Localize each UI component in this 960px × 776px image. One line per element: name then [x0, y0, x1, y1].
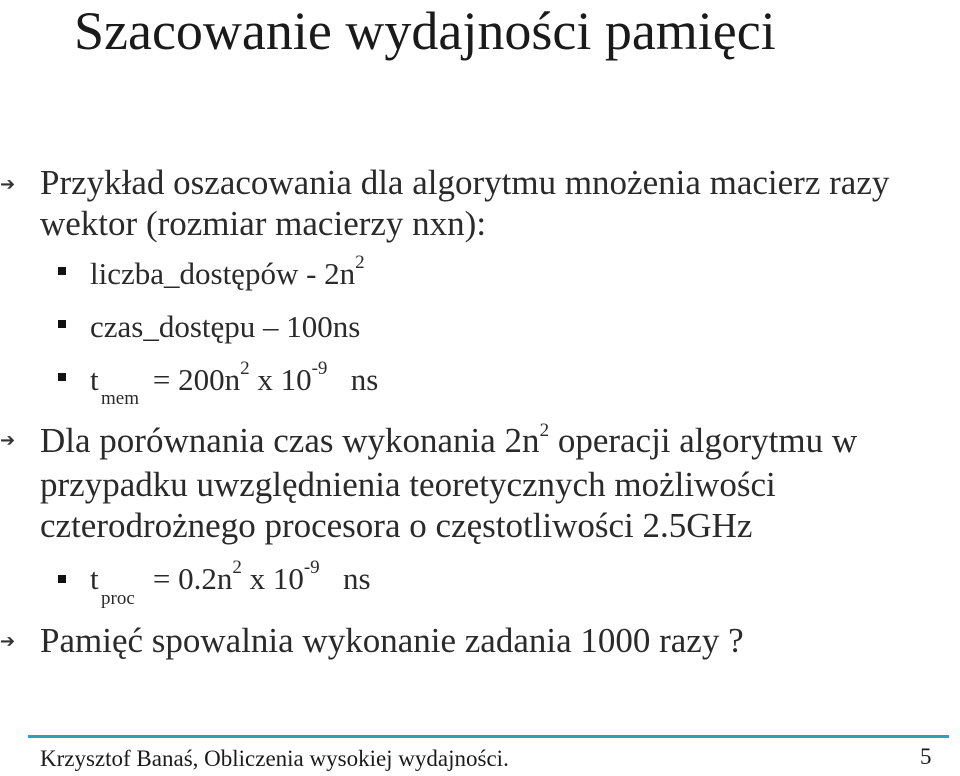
- footer-divider: [28, 735, 949, 738]
- subscript-proc: proc: [101, 588, 135, 609]
- square-bullet-icon: [58, 575, 66, 583]
- superscript: 2: [240, 358, 250, 379]
- bullet-2-text-b: operacji algorytmu w: [549, 421, 858, 460]
- formula-mid: x 10: [249, 362, 312, 397]
- t-symbol: t: [90, 561, 99, 596]
- superscript: 2: [355, 252, 365, 273]
- superscript: -9: [311, 358, 328, 379]
- page-title: Szacowanie wydajności pamięci: [74, 1, 776, 61]
- subscript-mem: mem: [101, 388, 139, 409]
- bullet-1-line-1: Przykład oszacowania dla algorytmu mnożenia macierz razy: [40, 163, 890, 202]
- arrow-right-icon: ➔: [0, 631, 16, 652]
- sub-bullet-text: liczba_dostępów - 2n: [90, 256, 356, 291]
- square-bullet-icon: [58, 373, 66, 381]
- square-bullet-icon: [58, 320, 66, 328]
- superscript: -9: [303, 557, 320, 578]
- sub-bullet-czas-dostepu: czas_dostępu – 100ns: [90, 309, 361, 344]
- t-symbol: t: [90, 362, 99, 397]
- bullet-2-line-3: czterodrożnego procesora o częstotliwości 2.5GHz: [40, 506, 753, 545]
- bullet-1-line-2: wektor (rozmiar macierzy nxn):: [40, 204, 487, 243]
- arrow-right-icon: ➔: [0, 174, 16, 195]
- square-bullet-icon: [58, 267, 66, 275]
- formula-eq: = 200n: [152, 362, 241, 397]
- sub-bullet-liczba-dostepow: [90, 252, 365, 297]
- bullet-2-text-a: Dla porównania czas wykonania 2n: [40, 421, 540, 460]
- page-number: 5: [920, 744, 932, 769]
- formula-unit: ns: [342, 561, 371, 596]
- formula-unit: ns: [350, 362, 379, 397]
- superscript: 2: [539, 420, 550, 441]
- superscript: 2: [232, 557, 242, 578]
- arrow-right-icon: ➔: [0, 430, 16, 451]
- formula-eq: = 0.2n: [152, 561, 233, 596]
- bullet-3-line-1: Pamięć spowalnia wykonanie zadania 1000 razy ?: [40, 621, 744, 660]
- bullet-2-line-1: [40, 421, 857, 467]
- bullet-2-line-2: przypadku uwzględnienia teoretycznych możliwości: [40, 465, 776, 504]
- formula-mid: x 10: [241, 561, 304, 596]
- footer-author-course: Krzysztof Banaś, Obliczenia wysokiej wydajności.: [40, 746, 509, 771]
